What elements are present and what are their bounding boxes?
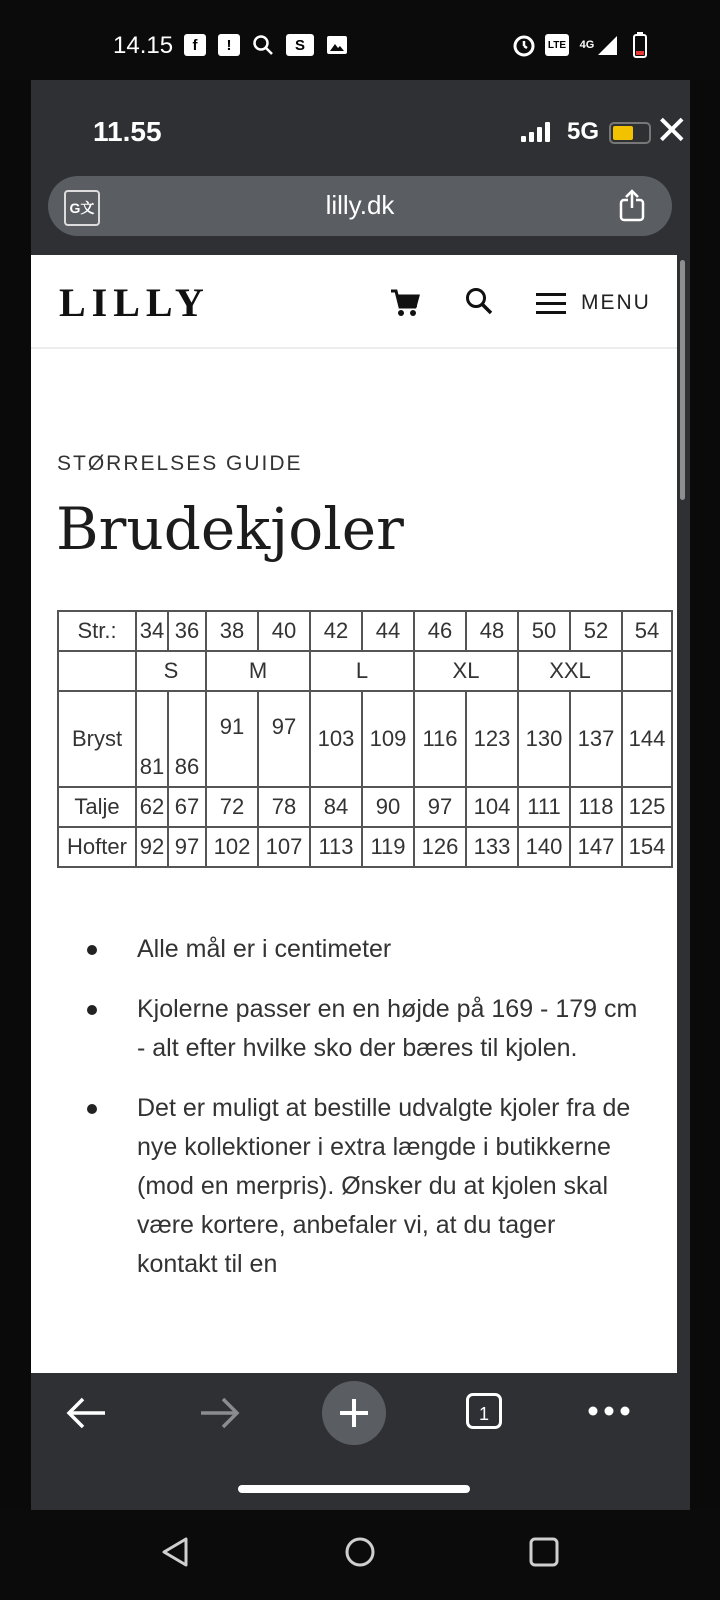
value-cell: 116	[414, 691, 466, 787]
system-time: 14.15	[113, 32, 174, 59]
facebook-icon: f	[184, 34, 206, 56]
list-item: Det er muligt at bestille udvalgte kjoler fra de nye kollektioner i extra længde i butikkerne (mod en merpris). Ønsker du at kjolen skal være kortere, anbefaler vi, at du tager kontakt til en	[71, 1089, 641, 1284]
value-cell: 113	[310, 827, 362, 867]
plus-icon	[322, 1381, 386, 1445]
value-cell: 104	[466, 787, 518, 827]
value-cell: 126	[414, 827, 466, 867]
s-app-icon: S	[286, 34, 314, 56]
size-cell: 48	[466, 611, 518, 651]
value-cell: 67	[168, 787, 206, 827]
measure-row-talje	[58, 787, 672, 827]
letter-size-cell: M	[206, 651, 310, 691]
letter-size-cell: XL	[414, 651, 518, 691]
inner-status-bar	[31, 80, 690, 170]
scrollbar[interactable]	[680, 260, 685, 500]
notes-list	[71, 930, 641, 1305]
value-cell: 154	[622, 827, 672, 867]
battery-icon	[629, 34, 651, 56]
alarm-icon	[513, 34, 535, 56]
shared-screenshot	[31, 80, 690, 1510]
size-cell: 52	[570, 611, 622, 651]
letter-size-cell: XXL	[518, 651, 622, 691]
value-cell: 119	[362, 827, 414, 867]
letter-size-cell	[622, 651, 672, 691]
table-header-label: Str.:	[58, 611, 136, 651]
back-triangle-icon[interactable]	[160, 1536, 192, 1568]
value-cell: 84	[310, 787, 362, 827]
value-cell: 103	[310, 691, 362, 787]
network-label: 5G	[567, 118, 600, 145]
measure-row-bryst	[58, 691, 672, 787]
value-cell: 107	[258, 827, 310, 867]
home-indicator[interactable]	[238, 1485, 470, 1493]
system-status-bar	[0, 0, 720, 80]
size-cell: 36	[168, 611, 206, 651]
value-cell: 133	[466, 827, 518, 867]
eyebrow-label: STØRRELSES GUIDE	[57, 452, 303, 475]
value-cell: 91	[206, 691, 258, 787]
size-cell: 44	[362, 611, 414, 651]
network-type: 4G	[579, 39, 595, 51]
share-icon[interactable]	[618, 188, 646, 222]
inner-battery-icon	[609, 122, 651, 144]
letter-size-cell: S	[136, 651, 206, 691]
home-circle-icon[interactable]	[344, 1536, 376, 1568]
value-cell: 125	[622, 787, 672, 827]
url-text[interactable]: lilly.dk	[325, 190, 395, 220]
cart-icon[interactable]	[389, 287, 421, 319]
menu-button[interactable]: MENU	[581, 291, 651, 314]
tabs-button[interactable]	[466, 1393, 502, 1429]
value-cell: 92	[136, 827, 168, 867]
value-cell: 130	[518, 691, 570, 787]
value-cell: 102	[206, 827, 258, 867]
value-cell: 118	[570, 787, 622, 827]
size-row	[58, 611, 672, 651]
letter-size-row	[58, 651, 672, 691]
measure-row-hofter	[58, 827, 672, 867]
new-tab-button[interactable]	[322, 1381, 386, 1445]
size-cell: 34	[136, 611, 168, 651]
more-options-icon[interactable]	[587, 1405, 631, 1417]
search-notification-icon	[252, 34, 274, 56]
recents-square-icon[interactable]	[528, 1536, 560, 1568]
size-cell: 46	[414, 611, 466, 651]
close-icon[interactable]: ✕	[655, 109, 689, 153]
list-item: Alle mål er i centimeter	[71, 930, 641, 969]
tab-count: 1	[478, 1404, 489, 1424]
browser-toolbar	[31, 1373, 690, 1510]
value-cell: 78	[258, 787, 310, 827]
value-cell: 97	[414, 787, 466, 827]
value-cell: 111	[518, 787, 570, 827]
volte-icon: LTE	[545, 34, 569, 56]
value-cell: 90	[362, 787, 414, 827]
value-cell: 109	[362, 691, 414, 787]
value-cell: 123	[466, 691, 518, 787]
back-arrow-icon[interactable]	[65, 1395, 109, 1431]
value-cell: 137	[570, 691, 622, 787]
size-cell: 38	[206, 611, 258, 651]
value-cell: 140	[518, 827, 570, 867]
hamburger-icon[interactable]	[536, 293, 566, 315]
value-cell: 97	[258, 691, 310, 787]
value-cell: 72	[206, 787, 258, 827]
size-cell: 50	[518, 611, 570, 651]
site-header	[31, 255, 677, 349]
search-icon[interactable]	[463, 285, 495, 317]
site-logo[interactable]: LILLY	[59, 280, 210, 325]
value-cell: 81	[136, 691, 168, 787]
system-navigation-bar	[0, 1510, 720, 1600]
gallery-icon	[326, 34, 348, 56]
size-cell: 54	[622, 611, 672, 651]
row-label: Hofter	[58, 827, 136, 867]
letter-size-cell: L	[310, 651, 414, 691]
cellular-signal-icon	[579, 34, 619, 56]
inner-time: 11.55	[93, 116, 162, 147]
size-table	[57, 610, 673, 868]
row-label: Bryst	[58, 691, 136, 787]
value-cell: 144	[622, 691, 672, 787]
value-cell: 147	[570, 827, 622, 867]
address-bar[interactable]	[48, 176, 672, 236]
alert-icon: !	[218, 34, 240, 56]
list-item: Kjolerne passer en en højde på 169 - 179 cm - alt efter hvilke sko der bæres til kjolen.	[71, 990, 641, 1068]
forward-arrow-icon[interactable]	[197, 1395, 241, 1431]
size-cell: 40	[258, 611, 310, 651]
translate-icon[interactable]: G文	[64, 190, 100, 226]
row-label: Talje	[58, 787, 136, 827]
empty-cell	[58, 651, 136, 691]
value-cell: 97	[168, 827, 206, 867]
web-page	[31, 255, 677, 1373]
value-cell: 86	[168, 691, 206, 787]
value-cell: 62	[136, 787, 168, 827]
page-title: Brudekjoler	[56, 495, 404, 563]
size-cell: 42	[310, 611, 362, 651]
signal-bars-icon	[521, 120, 550, 142]
